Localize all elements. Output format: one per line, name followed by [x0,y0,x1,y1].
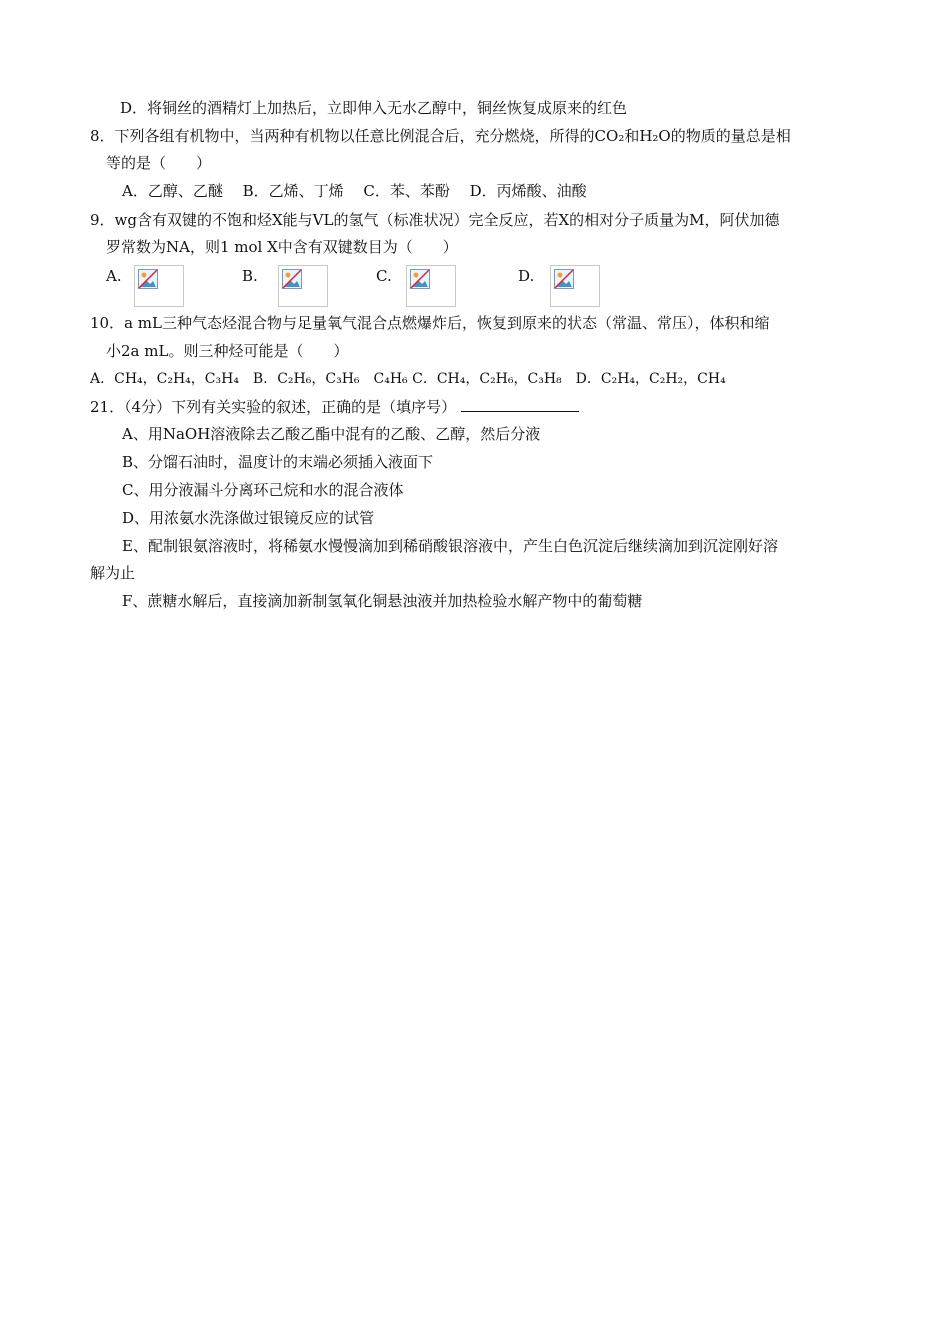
q10-options: A．CH₄，C₂H₄，C₃H₄ B．C₂H₆，C₃H₆ C₄H₆ C．CH₄，C₂H₆，C₃H₈ D．C₂H₄，C₂H₂，CH₄ [90,371,726,387]
q10-stem-line1: 10．a mL三种气态烃混合物与足量氧气混合点燃爆炸后，恢复到原来的状态（常温、常压），体积和缩 [90,314,770,332]
q9-stem-line2: 罗常数为NA，则1 mol X中含有双键数目为（ ） [106,238,458,256]
q9-option-d-image [550,265,600,307]
q10-stem-line2: 小2a mL。则三种烃可能是（ ） [106,342,349,360]
q9-option-b-label: B. [242,267,258,285]
q21-option-f: F、蔗糖水解后，直接滴加新制氢氧化铜悬浊液并加热检验水解产物中的葡萄糖 [122,592,643,610]
broken-image-icon [282,269,302,289]
q9-option-b-image [278,265,328,307]
q8-options: A．乙醇、乙醚 B．乙烯、丁烯 C．苯、苯酚 D．丙烯酸、油酸 [122,182,587,200]
q9-option-c-label: C. [376,267,392,285]
q21-stem [90,397,579,417]
q9-option-d-label: D. [518,267,535,285]
broken-image-icon [554,269,574,289]
q7-option-d: D．将铜丝的酒精灯上加热后，立即伸入无水乙醇中，铜丝恢复成原来的红色 [120,99,628,117]
answer-blank[interactable] [461,397,579,412]
q21-option-e-line1: E、配制银氨溶液时，将稀氨水慢慢滴加到稀硝酸银溶液中，产生白色沉淀后继续滴加到沉淀刚好溶 [122,537,778,555]
q8-stem-line1: 8．下列各组有机物中，当两种有机物以任意比例混合后，充分燃烧，所得的CO₂和H₂O的物质的量总是相 [90,127,791,145]
q9-option-c-image [406,265,456,307]
q21-option-a: A、用NaOH溶液除去乙酸乙酯中混有的乙酸、乙醇，然后分液 [122,425,541,443]
q21-stem-text: 21．（4分）下列有关实验的叙述，正确的是（填序号） [90,398,457,416]
q21-option-b: B、分馏石油时，温度计的末端必须插入液面下 [122,453,434,471]
broken-image-icon [410,269,430,289]
q9-stem-line1: 9．wg含有双键的不饱和烃X能与VL的氢气（标准状况）完全反应，若X的相对分子质量为M，阿伏加德 [90,211,780,229]
q8-stem-line2: 等的是（ ） [106,154,212,172]
broken-image-icon [138,269,158,289]
q9-option-a-label: A. [106,267,122,285]
q21-option-e-line2: 解为止 [90,564,136,582]
q21-option-d: D、用浓氨水洗涤做过银镜反应的试管 [122,509,375,527]
q9-option-a-image [134,265,184,307]
q21-option-c: C、用分液漏斗分离环己烷和水的混合液体 [122,481,404,499]
